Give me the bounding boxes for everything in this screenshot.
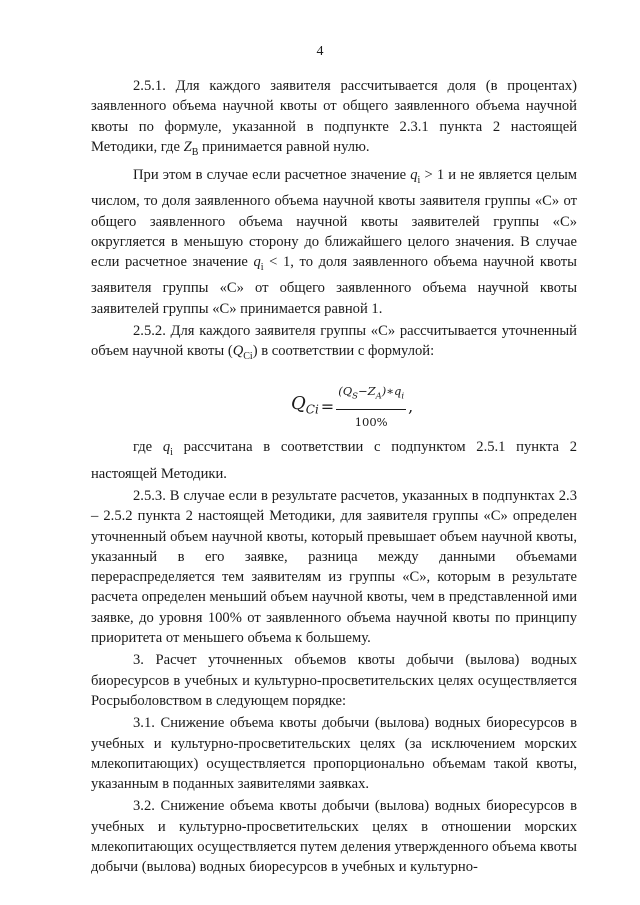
formula-lhs: $Q_{Ci}$	[291, 392, 319, 417]
paragraph-2-5-3: 2.5.3. В случае если в результате расчетов, указанных в подпунктах 2.3 – 2.5.2 пункта 2 настоящей Методики, для заявителя группы «С» определен уточненный объем научной квоты, который превышает объем научной квоты, указанный в его заявке, разница между данными объемами перераспределяется тем заявителям из группы «С», которым в результате расчета определен меньший объем научной квоты, чем в представленной ими заявке, до уровня 100% от заявленного объема научной квоты по принципу приоритета от меньшего объема к большему.	[91, 487, 577, 647]
formula-numerator: $(Q_S-Z_A)∗q_i$	[336, 381, 406, 410]
paragraph-3: 3. Расчет уточненных объемов квоты добычи (вылова) водных биоресурсов в учебных и культурно-просветительских целях осуществляется Росрыболовством в следующем порядке:	[91, 652, 577, 709]
paragraph-text: принимается равной нулю.	[198, 138, 370, 155]
formula-comma: ,	[408, 396, 414, 416]
paragraph-text: ) в соответствии с формулой:	[252, 343, 435, 360]
paragraph-text: При этом в случае если расчетное значение	[133, 167, 411, 184]
paragraph-2-5-1	[91, 76, 577, 163]
variable-subscript: B	[191, 146, 199, 158]
variable-subscript: i	[260, 262, 264, 274]
variable: q	[162, 439, 171, 456]
variable-subscript: Ci	[243, 351, 253, 363]
variable-subscript: i	[170, 447, 173, 459]
formula	[291, 381, 413, 432]
paragraph-where-qi	[91, 437, 577, 484]
variable: q	[253, 254, 261, 271]
document-body	[91, 76, 577, 878]
formula-fraction	[336, 381, 406, 432]
formula-equals: =	[320, 396, 335, 416]
formula-denominator: 100%	[354, 415, 388, 430]
variable-subscript: i	[417, 175, 421, 186]
paragraph-2-5-2	[91, 321, 577, 368]
variable: Q	[232, 343, 244, 360]
variable: q	[410, 167, 418, 184]
paragraph-text: < 1, то доля заявленного объема научной квоты заявителя группы «С» от общего заявленного объема научной квоты заявителей группы «С» принимается равной 1.	[91, 254, 577, 317]
paragraph-text: 2.5.1. Для каждого заявителя рассчитывается доля (в процентах) заявленного объема научной квоты от общего заявленного объема научной квоты по формуле, указанной в подпункте 2.3.1 пункта 2 настоящей Методики, где	[91, 78, 577, 155]
page-number: 4	[316, 44, 324, 59]
paragraph-3-1: 3.1. Снижение объема квоты добычи (вылова) водных биоресурсов в учебных и культурно-просветительских целях (за исключением морских млекопитающих) осуществляется пропорционально объемам такой квоты, указанным в поданных заявителями заявках.	[91, 715, 577, 793]
paragraph-3-2: 3.2. Снижение объема квоты добычи (вылова) водных биоресурсов в учебных и культурно-просветительских целях в отношении морских млекопитающих осуществляется путем деления утвержденного объема квоты добычи (вылова) водных биоресурсов в учебных и культурно-	[91, 798, 577, 876]
paragraph-text: 2.5.2. Для каждого заявителя группы «С» рассчитывается уточненный объем научной квоты (	[91, 322, 577, 360]
paragraph-text: где	[133, 439, 163, 456]
paragraph-text: рассчитана в соответствии с подпунктом 2.5.1 пункта 2 настоящей Методики.	[91, 439, 578, 482]
paragraph-rounding-rule	[91, 165, 577, 319]
variable: Z	[183, 138, 192, 155]
paragraph-text: > 1 и не является целым числом, то доля заявленного объема научной квоты заявителя группы «С» от общего заявленного объема научной квоты заявителей группы «С» округляется в меньшую сторону до ближайшего целого значения. В случае если расчетное значение	[91, 167, 577, 271]
formula-block	[91, 367, 577, 437]
